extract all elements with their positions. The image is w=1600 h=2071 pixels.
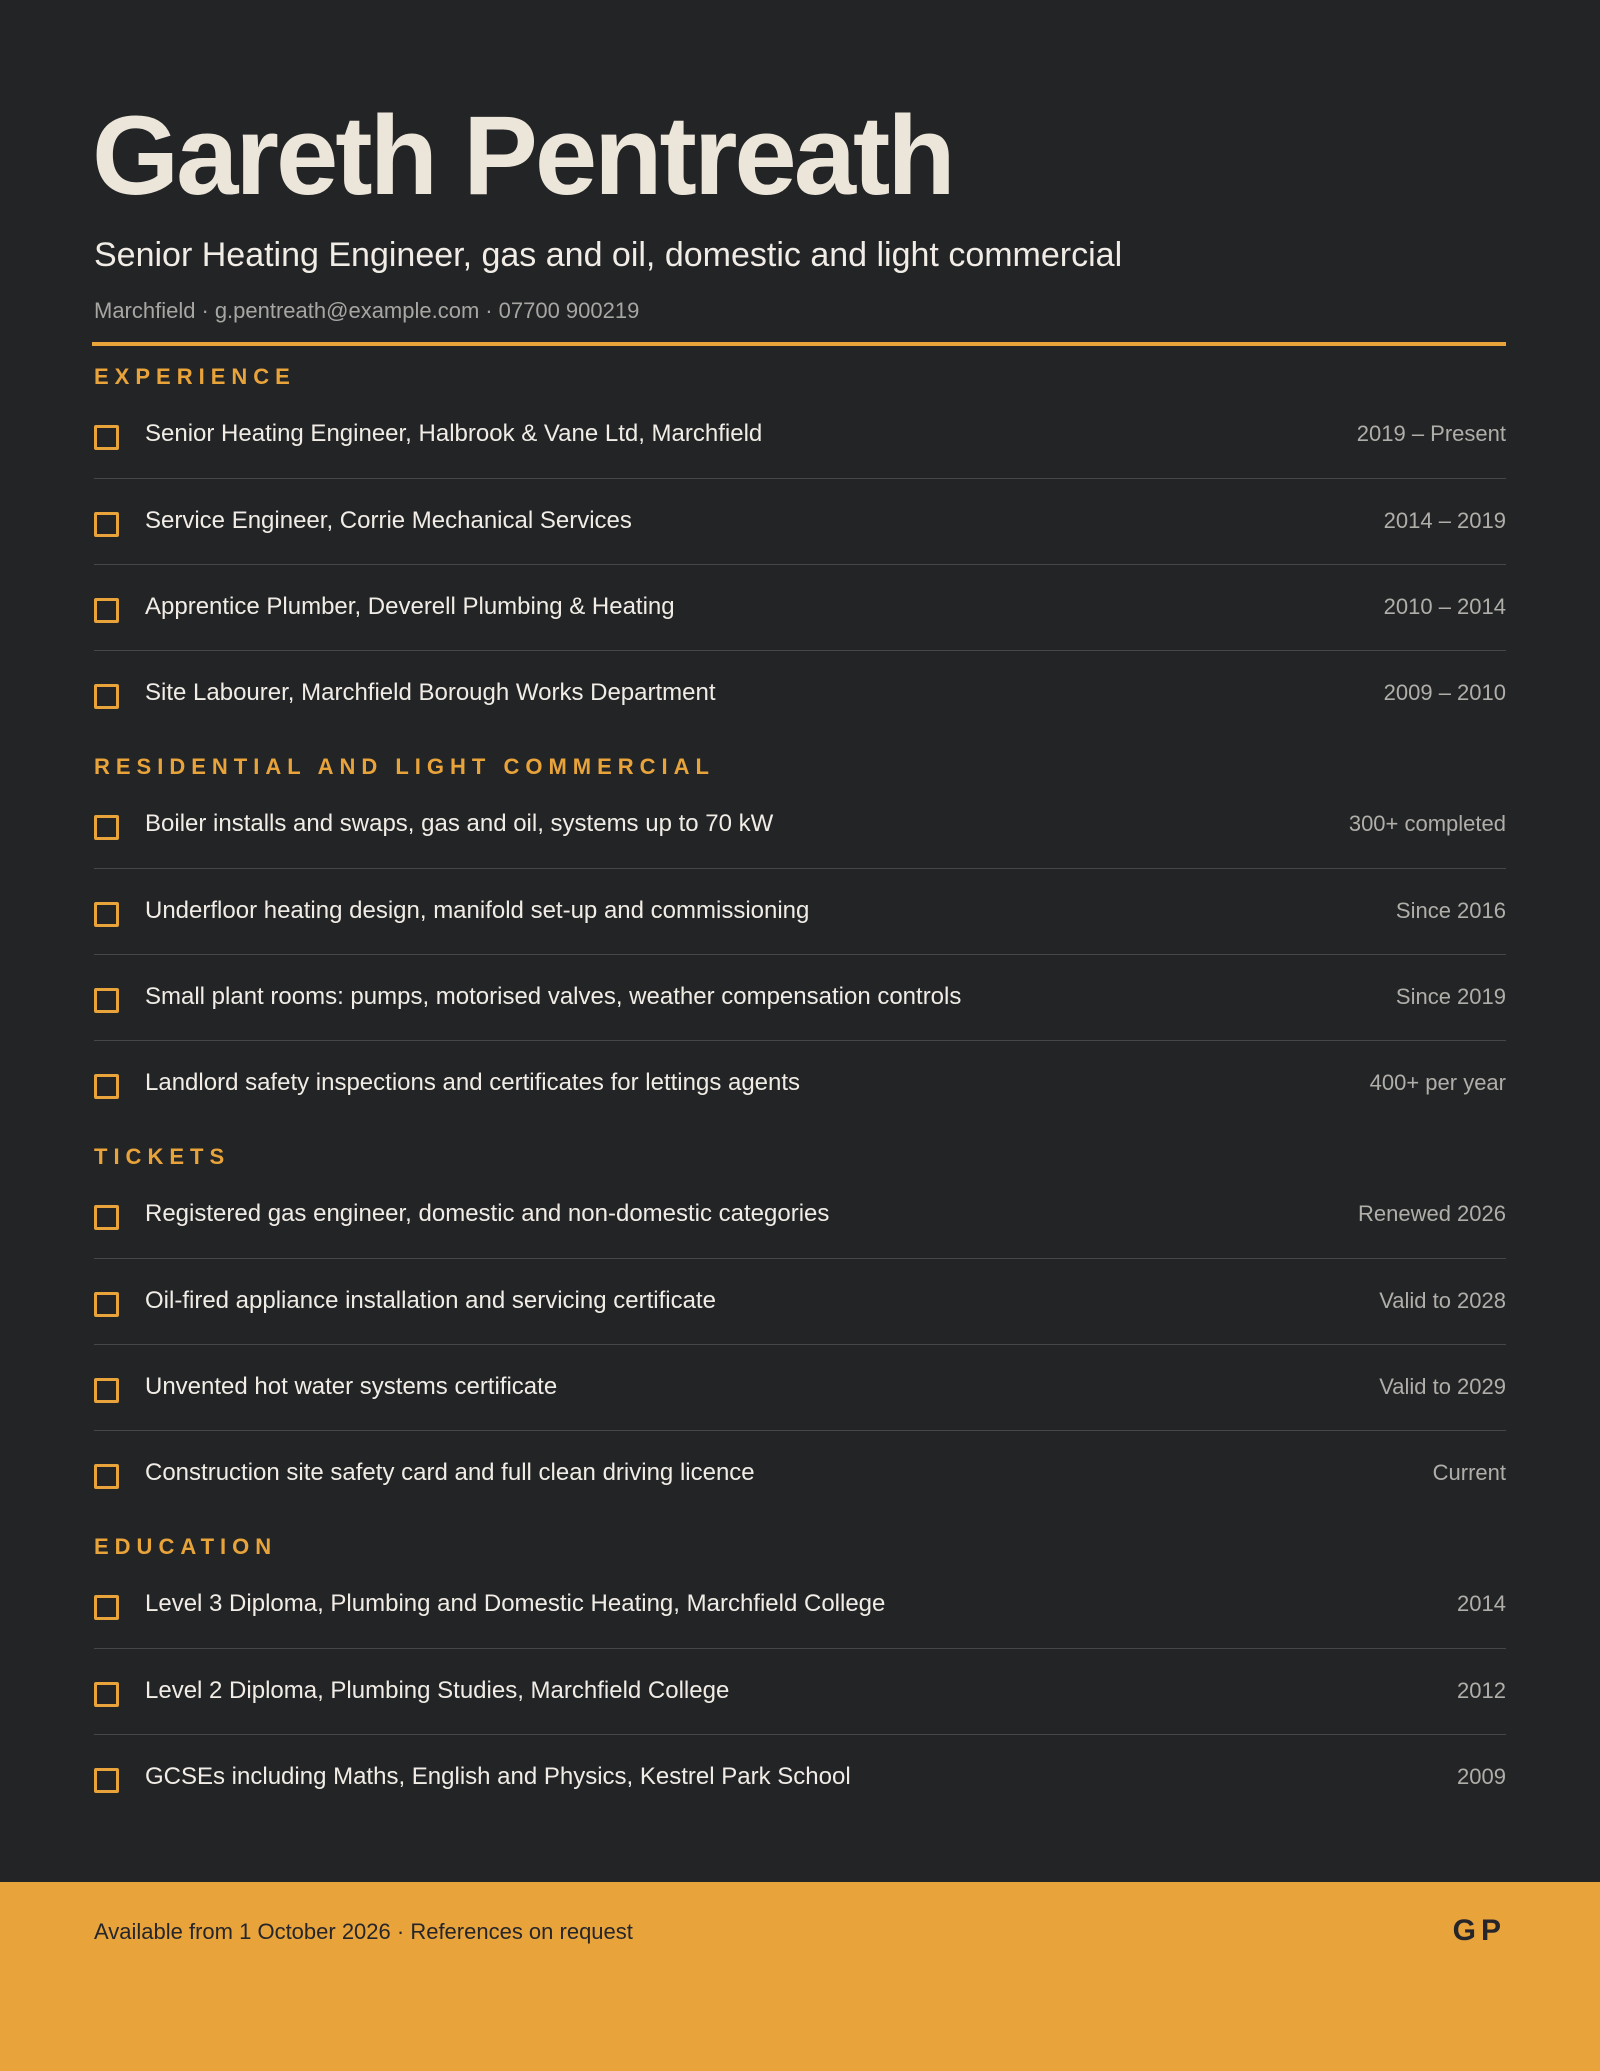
checkbox-icon[interactable] (94, 988, 119, 1013)
list-item (94, 650, 1506, 736)
list-item (94, 392, 1506, 478)
candidate-headline: Senior Heating Engineer, gas and oil, domestic and light commercial (94, 236, 1123, 274)
section-title: EDUCATION (94, 1534, 278, 1559)
item-meta: 2010 – 2014 (1383, 594, 1506, 619)
contact-separator: · (485, 298, 493, 323)
list-item (94, 1648, 1506, 1734)
list-item (94, 1734, 1506, 1820)
list-item (94, 782, 1506, 868)
item-meta: Since 2016 (1395, 898, 1506, 923)
list-item (94, 1562, 1506, 1648)
checkbox-icon[interactable] (94, 1464, 119, 1489)
section-education (94, 1532, 1506, 1820)
checkbox-icon[interactable] (94, 1205, 119, 1230)
item-label: Apprentice Plumber, Deverell Plumbing & Heating (145, 593, 675, 620)
list-item (94, 564, 1506, 650)
section-residential-commercial (94, 752, 1506, 1126)
list-item (94, 1172, 1506, 1258)
monogram: GP (1452, 1914, 1506, 1947)
contact-email[interactable]: g.pentreath@example.com (214, 298, 480, 323)
checkbox-icon[interactable] (94, 1768, 119, 1793)
checkbox-icon[interactable] (94, 425, 119, 450)
contact-phone[interactable]: 07700 900219 (498, 298, 640, 323)
item-label: Landlord safety inspections and certificates for lettings agents (145, 1069, 801, 1096)
item-label: Underfloor heating design, manifold set-up and commissioning (145, 897, 810, 924)
item-label: Service Engineer, Corrie Mechanical Services (145, 507, 632, 534)
item-label: Construction site safety card and full clean driving licence (145, 1459, 755, 1486)
section-experience (94, 362, 1506, 736)
item-meta: 2019 – Present (1356, 421, 1506, 446)
item-label: Oil-fired appliance installation and servicing certificate (145, 1287, 716, 1314)
item-meta: 2009 – 2010 (1383, 680, 1506, 705)
item-meta: Valid to 2029 (1379, 1374, 1506, 1399)
contact-separator: · (201, 298, 209, 323)
item-meta: 400+ per year (1369, 1070, 1506, 1095)
contact-line (94, 298, 639, 324)
item-meta: 2012 (1457, 1678, 1506, 1703)
item-meta: 2014 – 2019 (1383, 508, 1506, 533)
item-meta: Since 2019 (1395, 984, 1506, 1009)
item-meta: 2014 (1457, 1591, 1506, 1616)
contact-location: Marchfield (94, 298, 196, 323)
candidate-name: Gareth Pentreath (92, 93, 953, 218)
list-item (94, 868, 1506, 954)
item-meta: Renewed 2026 (1357, 1201, 1506, 1226)
checkbox-icon[interactable] (94, 598, 119, 623)
section-tickets (94, 1142, 1506, 1516)
checkbox-icon[interactable] (94, 1074, 119, 1099)
list-item (94, 1344, 1506, 1430)
item-label: Site Labourer, Marchfield Borough Works Department (145, 679, 716, 706)
list-item (94, 1040, 1506, 1126)
checkbox-icon[interactable] (94, 1595, 119, 1620)
list-item (94, 1258, 1506, 1344)
checkbox-icon[interactable] (94, 1682, 119, 1707)
item-meta: Current (1432, 1460, 1506, 1485)
item-meta: 2009 (1457, 1764, 1506, 1789)
footer-bar (0, 1882, 1600, 2071)
checkbox-icon[interactable] (94, 512, 119, 537)
item-meta: Valid to 2028 (1379, 1288, 1506, 1313)
checkbox-icon[interactable] (94, 815, 119, 840)
checkbox-icon[interactable] (94, 902, 119, 927)
availability-note: Available from 1 October 2026 · References on request (94, 1919, 633, 1944)
section-title: TICKETS (94, 1144, 231, 1169)
item-label: Level 2 Diploma, Plumbing Studies, Marchfield College (145, 1677, 730, 1704)
header-divider (92, 342, 1506, 346)
list-item (94, 478, 1506, 564)
list-item (94, 954, 1506, 1040)
item-label: Boiler installs and swaps, gas and oil, systems up to 70 kW (145, 810, 774, 837)
item-label: Level 3 Diploma, Plumbing and Domestic Heating, Marchfield College (145, 1590, 886, 1617)
checkbox-icon[interactable] (94, 1292, 119, 1317)
item-label: Unvented hot water systems certificate (145, 1373, 558, 1400)
checkbox-icon[interactable] (94, 684, 119, 709)
item-label: GCSEs including Maths, English and Physics, Kestrel Park School (145, 1763, 851, 1790)
item-label: Senior Heating Engineer, Halbrook & Vane Ltd, Marchfield (145, 420, 763, 447)
list-item (94, 1430, 1506, 1516)
item-meta: 300+ completed (1348, 811, 1506, 836)
checkbox-icon[interactable] (94, 1378, 119, 1403)
item-label: Small plant rooms: pumps, motorised valves, weather compensation controls (145, 983, 962, 1010)
section-title: RESIDENTIAL AND LIGHT COMMERCIAL (94, 754, 715, 779)
section-title: EXPERIENCE (94, 364, 296, 389)
item-label: Registered gas engineer, domestic and non-domestic categories (145, 1200, 830, 1227)
